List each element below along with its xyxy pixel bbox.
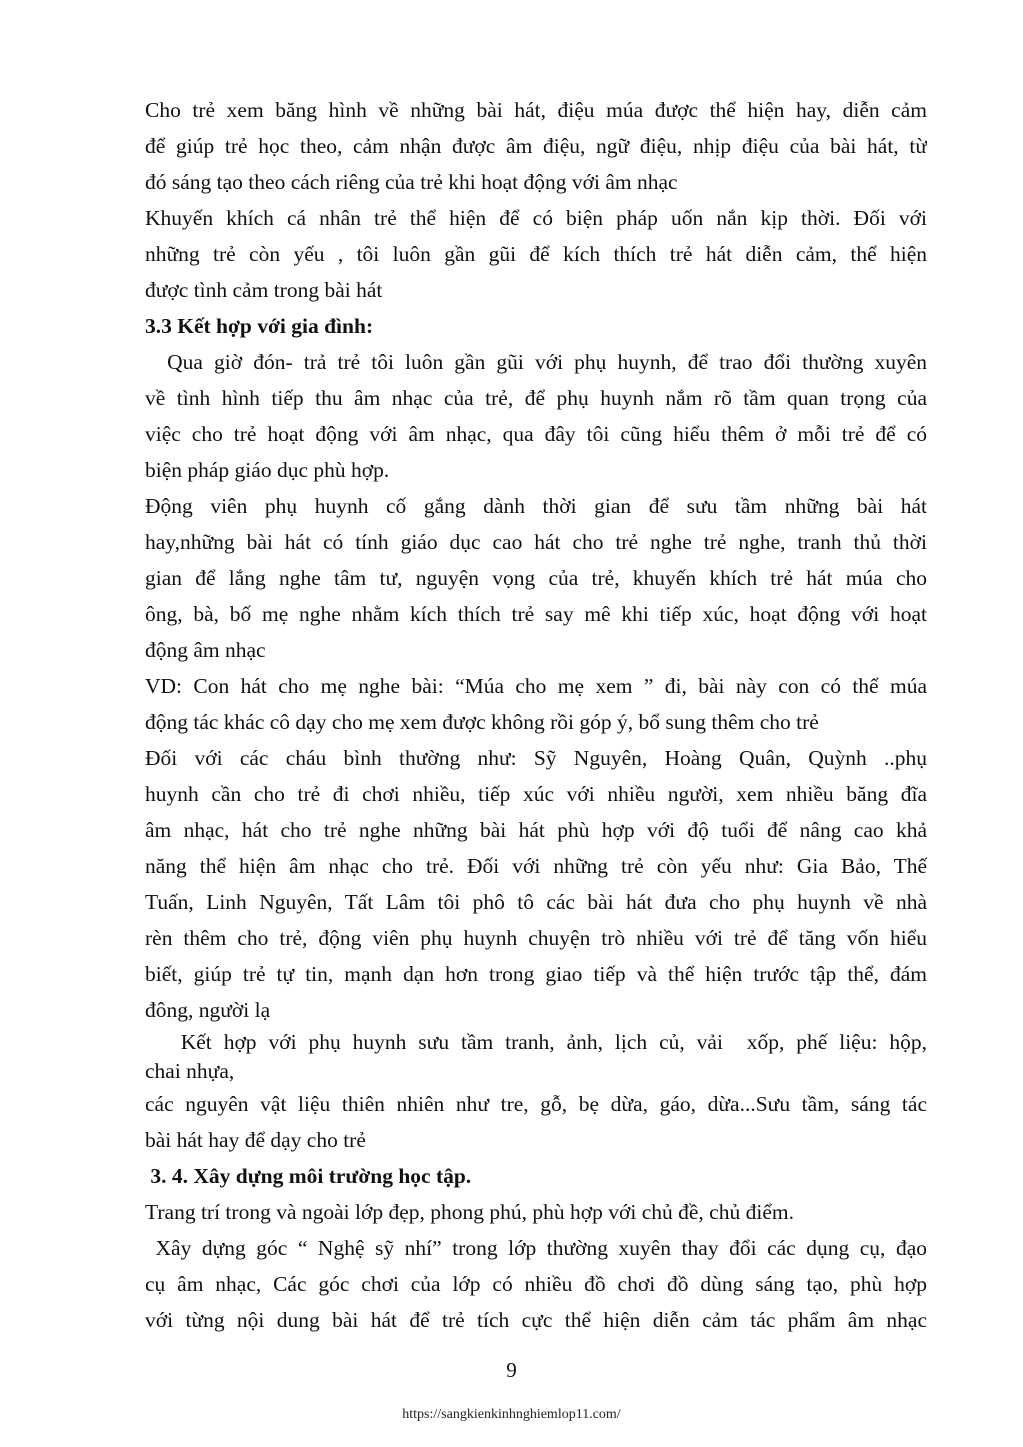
text-line: âm nhạc, hát cho trẻ nghe những bài hát phù hợp với độ tuổi để nâng cao khả — [145, 818, 927, 842]
text-line: Khuyến khích cá nhân trẻ thể hiện để có biện pháp uốn nắn kịp thời. Đối với — [145, 206, 927, 230]
text-line: VD: Con hát cho mẹ nghe bài: “Múa cho mẹ xem ” đi, bài này con có thể múa — [145, 674, 927, 698]
text-line: huynh cần cho trẻ đi chơi nhiều, tiếp xúc với nhiều người, xem nhiều băng đĩa — [145, 782, 927, 806]
page-number: 9 — [506, 1358, 517, 1382]
text-line: cụ âm nhạc, Các góc chơi của lớp có nhiều đồ chơi đồ dùng sáng tạo, phù hợp — [145, 1272, 927, 1296]
text-line: đó sáng tạo theo cách riêng của trẻ khi hoạt động với âm nhạc — [145, 170, 678, 194]
text-line: với từng nội dung bài hát để trẻ tích cực thể hiện diễn cảm tác phẩm âm nhạc — [145, 1308, 927, 1332]
text-line: chai nhựa, — [145, 1059, 235, 1083]
text-line: Cho trẻ xem băng hình về những bài hát, điệu múa được thể hiện hay, diễn cảm — [145, 98, 927, 122]
text-line: động âm nhạc — [145, 638, 266, 662]
text-line: các nguyên vật liệu thiên nhiên như tre, gỗ, bẹ dừa, gáo, dừa...Sưu tầm, sáng tác — [145, 1092, 927, 1116]
text-line: biết, giúp trẻ tự tin, mạnh dạn hơn trong giao tiếp và thể hiện trước tập thể, đám — [145, 962, 927, 986]
text-line: bài hát hay để dạy cho trẻ — [145, 1128, 366, 1152]
text-line: đông, người lạ — [145, 998, 271, 1022]
footer-url[interactable]: https://sangkienkinhnghiemlop11.com/ — [402, 1407, 621, 1422]
text-line: Đối với các cháu bình thường như: Sỹ Nguyên, Hoàng Quân, Quỳnh ..phụ — [145, 746, 927, 770]
text-line: năng thể hiện âm nhạc cho trẻ. Đối với những trẻ còn yếu như: Gia Bảo, Thế — [145, 854, 927, 878]
text-line: động tác khác cô dạy cho mẹ xem được không rồi góp ý, bổ sung thêm cho trẻ — [145, 710, 819, 734]
text-line: Xây dựng góc “ Nghệ sỹ nhí” trong lớp thường xuyên thay đổi các dụng cụ, đạo — [145, 1236, 927, 1260]
text-line: Trang trí trong và ngoài lớp đẹp, phong phú, phù hợp với chủ đề, chủ điểm. — [145, 1200, 794, 1224]
text-line: để giúp trẻ học theo, cảm nhận được âm điệu, ngữ điệu, nhịp điệu của bài hát, từ — [145, 134, 927, 158]
text-line: ông, bà, bố mẹ nghe nhằm kích thích trẻ say mê khi tiếp xúc, hoạt động với hoạt — [145, 602, 927, 626]
text-line: gian để lắng nghe tâm tư, nguyện vọng của trẻ, khuyến khích trẻ hát múa cho — [145, 566, 927, 590]
text-line: Tuấn, Linh Nguyên, Tất Lâm tôi phô tô các bài hát đưa cho phụ huynh về nhà — [145, 890, 927, 914]
text-line: hay,những bài hát có tính giáo dục cao hát cho trẻ nghe trẻ nghe, tranh thủ thời — [145, 530, 927, 554]
text-line: Qua giờ đón- trả trẻ tôi luôn gần gũi với phụ huynh, để trao đổi thường xuyên — [145, 350, 927, 374]
text-line: việc cho trẻ hoạt động với âm nhạc, qua đây tôi cũng hiểu thêm ở mỗi trẻ để có — [145, 422, 927, 446]
text-line: Kết hợp với phụ huynh sưu tầm tranh, ảnh, lịch củ, vải xốp, phế liệu: hộp, — [145, 1030, 927, 1054]
text-line: những trẻ còn yếu , tôi luôn gần gũi để kích thích trẻ hát diễn cảm, thể hiện — [145, 242, 927, 266]
text-line: biện pháp giáo dục phù hợp. — [145, 458, 390, 482]
text-line: được tình cảm trong bài hát — [145, 278, 383, 302]
section-heading: 3.3 Kết hợp với gia đình: — [145, 314, 374, 338]
text-line: rèn thêm cho trẻ, động viên phụ huynh chuyện trò nhiều với trẻ để tăng vốn hiểu — [145, 926, 927, 950]
document-body — [145, 92, 927, 1338]
text-line: về tình hình tiếp thu âm nhạc của trẻ, để phụ huynh nắm rõ tầm quan trọng của — [145, 386, 927, 410]
section-heading: 3. 4. Xây dựng môi trường học tập. — [145, 1164, 472, 1188]
text-line: Động viên phụ huynh cố gắng dành thời gian để sưu tầm những bài hát — [145, 494, 927, 518]
